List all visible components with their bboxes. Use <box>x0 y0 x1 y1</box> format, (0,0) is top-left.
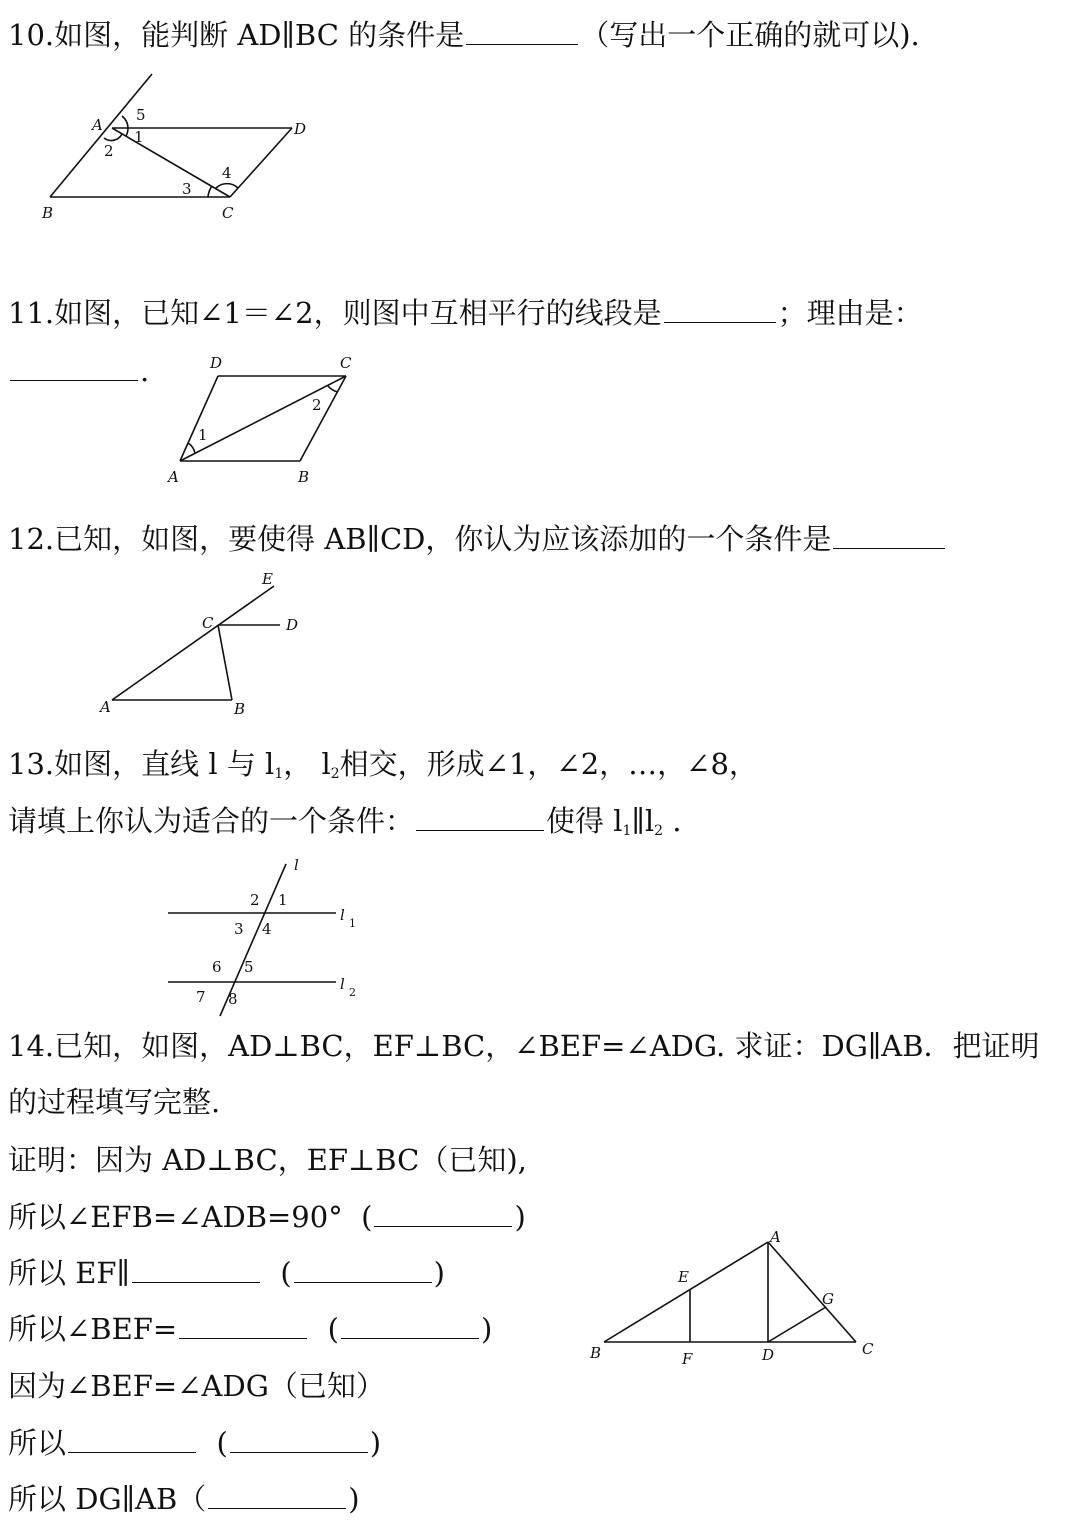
q13-stem-c: 相交，形成∠1，∠2，…，∠8， <box>339 747 758 781</box>
q14-proof-step-1: 所以∠EFB=∠ADB=90° <box>8 1200 343 1234</box>
q13-angle-2-label: 2 <box>250 891 260 909</box>
q13-angle-8-label: 8 <box>228 990 238 1008</box>
q10-hint: （写出一个正确的就可以). <box>580 18 920 52</box>
q10-label-a: A <box>92 116 103 134</box>
q14-proof-line-7: 所以 DG∥AB（ ) <box>8 1478 360 1519</box>
q12-label-b: B <box>234 700 246 718</box>
q14-reason-blank-1[interactable] <box>374 1196 512 1227</box>
q13-angle-3-label: 3 <box>234 920 244 938</box>
q14-proof-step-5: 所以 <box>8 1426 67 1460</box>
q11-angle-2-arc <box>328 386 338 392</box>
q14-label-e: E <box>678 1268 689 1286</box>
q10-angle-1-arc <box>126 128 128 136</box>
q13-stem-f: ∥l <box>631 804 655 838</box>
q10-angle-5-label: 5 <box>136 106 146 124</box>
q11-angle-2-label: 2 <box>312 396 322 414</box>
q12-line-ace <box>112 586 274 700</box>
q14-proof-line-2: 所以∠EFB=∠ADB=90° ( ) <box>8 1196 526 1237</box>
q10-segment-cd <box>230 128 292 197</box>
q11-label-b: B <box>298 468 310 486</box>
q14-proof-line-6: 所以 ( ) <box>8 1422 381 1463</box>
q10-angle-2-arc <box>104 134 122 141</box>
q13-label-l2-sub: 2 <box>349 986 356 999</box>
q11-reason-prompt: ；理由是： <box>777 296 923 330</box>
q14-proof-line-3: 所以 EF∥ ( ) <box>8 1252 445 1293</box>
q13-angle-4-label: 4 <box>262 920 272 938</box>
q10-stem: 10.如图，能判断 AD∥BC 的条件是 <box>8 18 465 52</box>
q14-proof-step-6: 所以 DG∥AB（ <box>8 1482 207 1516</box>
q14-stem-cont: 的过程填写完整. <box>8 1085 221 1119</box>
q13-angle-1-label: 1 <box>278 891 288 909</box>
q14-answer-blank-5[interactable] <box>68 1422 196 1453</box>
q10-angle-3-label: 3 <box>182 180 192 198</box>
q13-line-1 <box>8 744 758 794</box>
q12-label-d: D <box>286 616 299 634</box>
q11-answer-blank-1[interactable] <box>664 292 776 323</box>
q14-label-d: D <box>762 1346 775 1364</box>
q14-segment-ba <box>604 1242 768 1342</box>
q14-proof-start: 证明：因为 AD⊥BC，EF⊥BC（已知), <box>8 1143 527 1177</box>
q14-proof-step-3: 所以∠BEF= <box>8 1312 178 1346</box>
q11-period: . <box>140 354 150 388</box>
q10-angle-4-label: 4 <box>222 164 232 182</box>
q14-figure <box>584 1226 894 1376</box>
q12-stem: 12.已知，如图，要使得 AB∥CD，你认为应该添加的一个条件是 <box>8 522 832 556</box>
q14-segment-ac <box>768 1242 856 1342</box>
q14-segment-dg <box>768 1307 826 1342</box>
q10-angle-3-arc <box>208 186 212 197</box>
q14-reason-blank-6[interactable] <box>208 1478 346 1509</box>
q14-label-b: B <box>590 1344 602 1362</box>
q10-angle-5-arc <box>122 116 128 128</box>
q13-angle-7-label: 7 <box>196 988 206 1006</box>
q13-label-l1: l <box>340 906 345 924</box>
q12-figure <box>96 568 336 718</box>
q14-reason-blank-5[interactable] <box>230 1422 368 1453</box>
q12-segment-cb <box>218 625 232 700</box>
q12-label-a: A <box>100 698 111 716</box>
q14-label-c: C <box>862 1340 874 1358</box>
q13-line-2 <box>8 800 681 851</box>
q14-proof-line-4: 所以∠BEF= ( ) <box>8 1308 492 1349</box>
q10-label-b: B <box>42 204 54 222</box>
q10-angle-1-label: 1 <box>134 128 144 146</box>
q13-sub-1: 1 <box>274 766 284 782</box>
q11-segment-ad <box>180 376 218 461</box>
q14-answer-blank-3[interactable] <box>179 1308 307 1339</box>
q13-stem-b: ， l <box>283 747 331 781</box>
q11-answer-blank-2[interactable] <box>10 350 138 381</box>
q14-proof-step-2: 所以 EF∥ <box>8 1256 130 1290</box>
q13-stem-a: 13.如图，直线 l 与 l <box>8 747 275 781</box>
q11-line-1 <box>8 292 923 333</box>
q13-sub-3: 1 <box>622 823 632 839</box>
q11-line-2 <box>8 350 149 391</box>
q14-answer-blank-2[interactable] <box>132 1252 260 1283</box>
q12-label-e: E <box>262 570 273 588</box>
q13-stem-e: 使得 l <box>546 804 623 838</box>
q13-prompt: 请填上你认为适合的一个条件： <box>8 804 415 838</box>
q11-angle-1-label: 1 <box>198 426 208 444</box>
q10-label-c: C <box>222 204 234 222</box>
q14-label-f: F <box>682 1350 693 1368</box>
q11-segment-ac <box>180 376 346 461</box>
q10-label-d: D <box>294 120 307 138</box>
q13-label-l1-sub: 1 <box>349 917 356 930</box>
q12-answer-blank[interactable] <box>833 518 945 549</box>
q10-answer-blank[interactable] <box>466 14 578 45</box>
q12-label-c: C <box>202 614 214 632</box>
q12-line-1 <box>8 518 947 559</box>
q13-sub-2: 2 <box>330 766 340 782</box>
q13-angle-6-label: 6 <box>212 958 222 976</box>
q14-proof-line-1 <box>8 1140 527 1180</box>
q14-reason-blank-2[interactable] <box>294 1252 432 1283</box>
q11-label-c: C <box>340 354 352 372</box>
q11-label-a: A <box>168 468 179 486</box>
q10-angle-2-label: 2 <box>104 142 114 160</box>
q13-stem-g: . <box>663 804 682 838</box>
q14-proof-step-4: 因为∠BEF=∠ADG（已知） <box>8 1369 385 1403</box>
q13-label-l: l <box>294 856 299 874</box>
q11-segment-bc <box>300 376 346 461</box>
q14-proof-line-5 <box>8 1366 385 1406</box>
q11-angle-1-arc <box>188 443 195 453</box>
q14-line-2 <box>8 1082 220 1122</box>
q13-angle-5-label: 5 <box>244 958 254 976</box>
q14-label-g: G <box>822 1290 834 1308</box>
q10-line-1 <box>8 14 920 55</box>
q11-figure <box>160 350 380 490</box>
q14-label-a: A <box>770 1228 781 1246</box>
q11-label-d: D <box>210 354 223 372</box>
q13-label-l2: l <box>340 975 345 993</box>
q14-reason-blank-3[interactable] <box>341 1308 479 1339</box>
q13-answer-blank[interactable] <box>416 800 544 831</box>
q11-stem: 11.如图，已知∠1＝∠2，则图中互相平行的线段是 <box>8 296 662 330</box>
q14-line-1 <box>8 1026 1040 1066</box>
q10-figure <box>40 66 340 226</box>
q13-figure <box>160 850 380 1020</box>
q13-sub-4: 2 <box>654 823 664 839</box>
q14-stem: 14.已知，如图，AD⊥BC，EF⊥BC，∠BEF=∠ADG. 求证：DG∥AB．把证明 <box>8 1029 1040 1063</box>
q10-angle-4-arc <box>216 184 238 188</box>
